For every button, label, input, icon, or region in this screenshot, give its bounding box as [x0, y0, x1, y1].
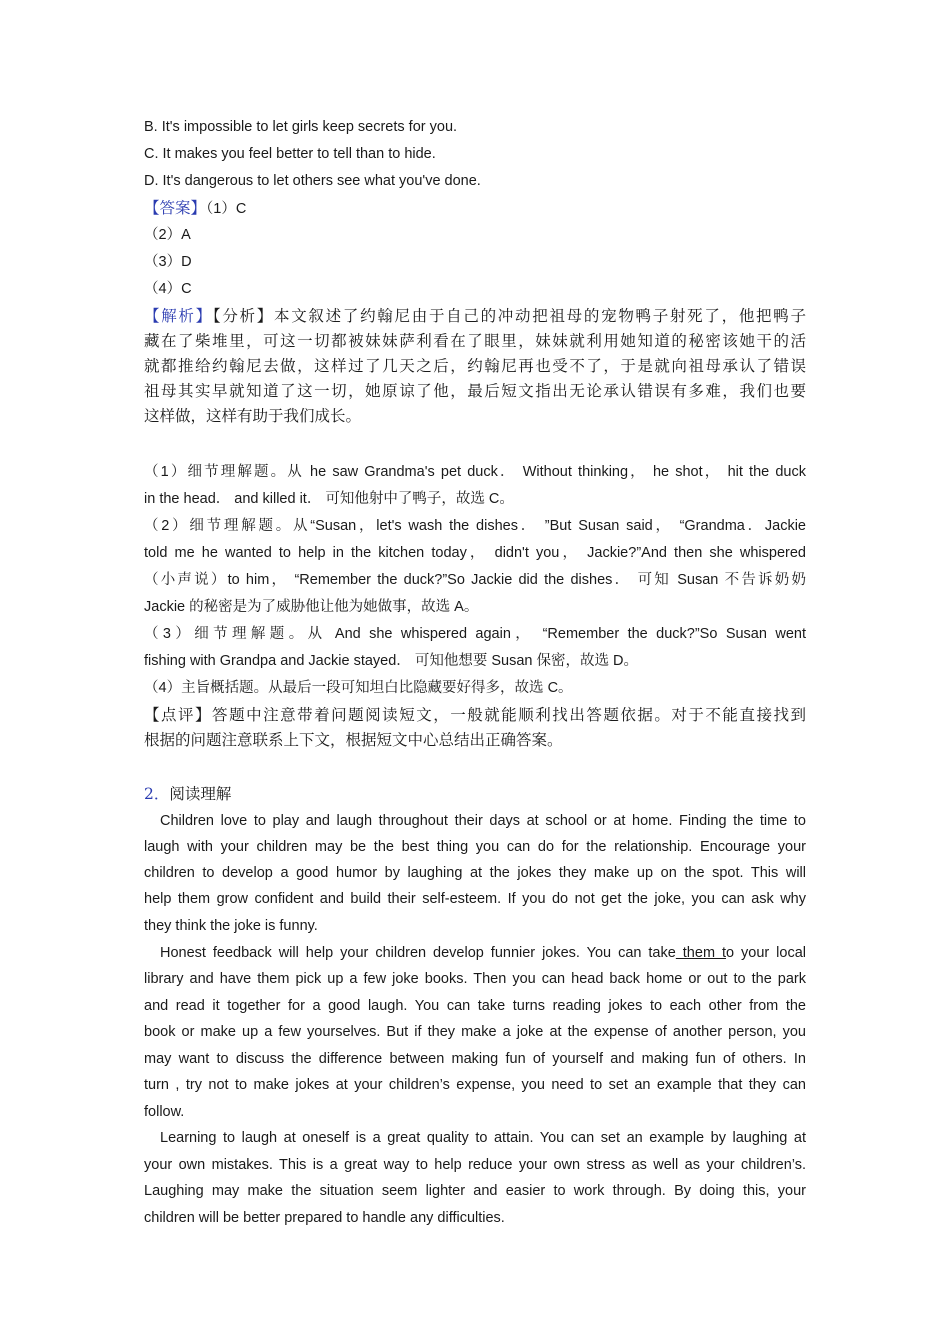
passage-p1-line-5: they think the joke is funny. — [144, 918, 318, 934]
passage-p2-line-2: library and have them pick up a few joke books. Then you can head back home or out to the park — [144, 971, 806, 987]
detail-q1-line-2: in the head． and killed it． 可知他射中了鸭子，故选 C。 — [144, 491, 514, 507]
passage-p3-line-1: Learning to laugh at oneself is a great quality to attain. You can set an example by laughing at — [160, 1130, 806, 1146]
section-2-heading — [144, 784, 806, 804]
comment-line-2: 根据的问题注意联系上下文，根据短文中心总结出正确答案。 — [144, 731, 563, 749]
passage-p3-line-2: your own mistakes. This is a great way to help reduce your own stress as well as your children’s. — [144, 1157, 806, 1173]
analysis-line-5: 这样做，这样有助于我们成长。 — [144, 407, 362, 425]
analysis-line-3: 就都推给约翰尼去做，这样过了几天之后，约翰尼再也受不了，于是就向祖母承认了错误 — [144, 357, 806, 375]
analysis-line-1 — [144, 306, 806, 326]
passage-p1-line-4: help them grow confident and build their self-esteem. If you do not get the joke, you can ask why — [144, 891, 806, 907]
passage-p2-line-4: book or make up a few yourselves. But if they make a joke at the expense of another person, you — [144, 1024, 806, 1040]
detail-q2-line-3: （小声说）to him， “Remember the duck?”So Jackie did the dishes． 可知 Susan 不告诉奶奶 — [144, 572, 806, 588]
option-b: B. It's impossible to let girls keep secrets for you. — [144, 119, 458, 135]
detail-q3-line-2: fishing with Grandpa and Jackie stayed． 可知他想要 Susan 保密，故选 D。 — [144, 653, 638, 669]
detail-q2-line-4: Jackie 的秘密是为了威胁他让他为她做事，故选 A。 — [144, 599, 479, 615]
passage-p2-text-b: o your local — [726, 945, 806, 961]
passage-p2-line-6: turn , try not to make jokes at your children’s expense, you need to set an example that they can — [144, 1077, 806, 1093]
comment-line-1: 【点评】答题中注意带着问题阅读短文，一般就能顺利找出答题依据。对于不能直接找到 — [144, 706, 806, 724]
answer-3: （3）D — [144, 254, 192, 270]
section-2-number: 2． — [144, 785, 170, 803]
answer-tag: 【答案】 — [144, 199, 207, 217]
answer-line — [144, 198, 806, 219]
passage-p1-line-3: children to develop a good humor by laughing at the jokes they make up on the spot. This will — [144, 865, 806, 881]
analysis-line-2: 藏在了柴堆里，可这一切都被妹妹萨利看在了眼里，妹妹就利用她知道的秘密该她干的活 — [144, 332, 806, 350]
passage-p3-line-3: Laughing may make the situation seem lighter and easier to work through. By doing this, your — [144, 1183, 806, 1199]
answer-1: （1）C — [206, 201, 247, 217]
option-c: C. It makes you feel better to tell than to hide. — [144, 146, 436, 162]
section-2-title: 阅读理解 — [169, 785, 232, 803]
passage-p1-line-1: Children love to play and laugh throughout their days at school or at home. Finding the time to — [160, 813, 806, 829]
detail-q1-line-1: （1）细节理解题。从 he saw Grandma's pet duck． Without thinking， he shot， hit the duck — [144, 464, 806, 480]
passage-p2-text-a: Honest feedback will help your children develop funnier jokes. You can take — [160, 945, 676, 961]
passage-p1-line-2: laugh with your children may be the best thing you can do for the relationship. Encourage your — [144, 839, 806, 855]
detail-q4: （4）主旨概括题。从最后一段可知坦白比隐藏要好得多，故选 C。 — [144, 680, 573, 696]
underlined-phrase: them t — [675, 945, 726, 961]
passage-p2-line-3: and read it together for a good laugh. You can take turns reading jokes to each other from the — [144, 998, 806, 1014]
detail-q2-line-2: told me he wanted to help in the kitchen today， didn't you， Jackie?”And then she whispered — [144, 545, 806, 561]
detail-q3-line-1: （3）细节理解题。从 And she whispered again， “Remember the duck?”So Susan went — [144, 626, 806, 642]
analysis-line-4: 祖母其实早就知道了这一切，她原谅了他，最后短文指出无论承认错误有多难，我们也要 — [144, 382, 806, 400]
option-d: D. It's dangerous to let others see what you've done. — [144, 173, 481, 189]
passage-p2-line-1 — [144, 943, 806, 963]
answer-4: （4）C — [144, 281, 192, 297]
detail-q2-line-1: （2）细节理解题。从“Susan，let's wash the dishes． ”But Susan said， “Grandma．Jackie — [144, 518, 806, 534]
passage-p2-line-7: follow. — [144, 1104, 185, 1120]
analysis-text: 【分析】本文叙述了约翰尼由于自己的冲动把祖母的宠物鸭子射死了，他把鸭子 — [212, 307, 806, 325]
passage-p2-line-5: may want to discuss the difference between making fun of yourself and making fun of others. In — [144, 1051, 806, 1067]
analysis-tag: 【解析】 — [144, 307, 213, 325]
answer-2: （2）A — [144, 227, 191, 243]
passage-p3-line-4: children will be better prepared to handle any difficulties. — [144, 1210, 505, 1226]
